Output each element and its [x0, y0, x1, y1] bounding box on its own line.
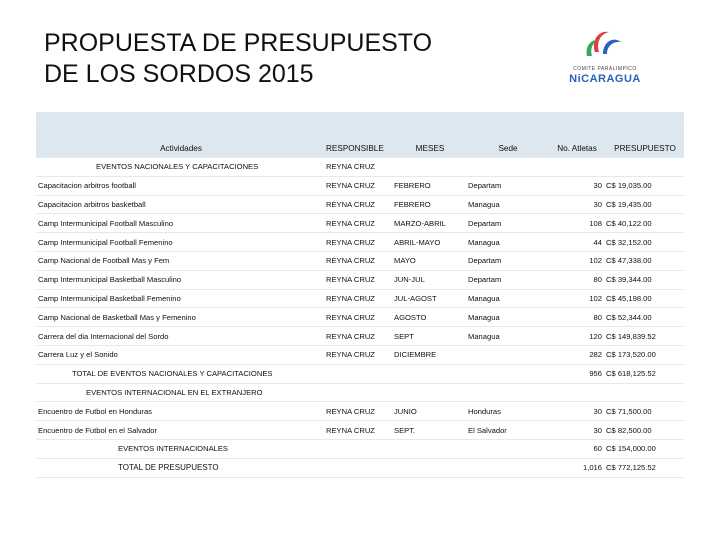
cell-actividad: Camp Intermunicipal Football Femenino [36, 233, 324, 252]
cell-responsible: REYNA CRUZ [324, 214, 392, 233]
cell-mes: SEPT. [392, 421, 466, 440]
cell-sede: Managua [466, 308, 548, 327]
cell-mes: ABRIL-MAYO [392, 233, 466, 252]
cell-atletas: 80 [548, 270, 604, 289]
cell-actividad: Encuentro de Futbol en el Salvador [36, 421, 324, 440]
cell-sede: Managua [466, 327, 548, 346]
title-line-1: PROPUESTA DE PRESUPUESTO [44, 29, 433, 57]
cell-sede: El Salvador [466, 421, 548, 440]
cell-atletas: 80 [548, 308, 604, 327]
cell-actividad: Encuentro de Futbol en Honduras [36, 402, 324, 421]
cell-presupuesto: C$ 47,338.00 [604, 251, 684, 270]
cell-atletas: 108 [548, 214, 604, 233]
table-row [36, 345, 684, 364]
table-row [36, 214, 684, 233]
cell-sede: Departam [466, 214, 548, 233]
total-nacionales-atletas: 956 [548, 364, 604, 383]
cell-atletas: 30 [548, 195, 604, 214]
header-meses: MESES [392, 125, 466, 158]
cell-mes: DICIEMBRE [392, 345, 466, 364]
cell-actividad: Camp Nacional de Football Mas y Fem [36, 251, 324, 270]
cell-sede: Departam [466, 270, 548, 289]
total-intl-label: EVENTOS INTERNACIONALES [36, 439, 324, 458]
cell-mes: FEBRERO [392, 195, 466, 214]
cell-presupuesto: C$ 149,839.52 [604, 327, 684, 346]
cell-responsible: REYNA CRUZ [324, 289, 392, 308]
cell-mes: AGOSTO [392, 308, 466, 327]
cell-actividad: Carrera Luz y el Sonido [36, 345, 324, 364]
header-atletas: No. Atletas [548, 125, 604, 158]
cell-presupuesto: C$ 39,344.00 [604, 270, 684, 289]
cell-responsible: REYNA CRUZ [324, 195, 392, 214]
cell-presupuesto: C$ 40,122.00 [604, 214, 684, 233]
cell-mes: JUNIO [392, 402, 466, 421]
header-sede: Sede [466, 125, 548, 158]
cell-atletas: 102 [548, 251, 604, 270]
table-row [36, 289, 684, 308]
table-row [36, 421, 684, 440]
cell-sede: Managua [466, 195, 548, 214]
cell-responsible: REYNA CRUZ [324, 176, 392, 195]
cell-actividad: Camp Intermunicipal Football Masculino [36, 214, 324, 233]
cell-actividad: Camp Intermunicipal Basketball Femenino [36, 289, 324, 308]
cell-presupuesto: C$ 19,035.00 [604, 176, 684, 195]
table-row [36, 402, 684, 421]
cell-mes: FEBRERO [392, 176, 466, 195]
cell-sede: Honduras [466, 402, 548, 421]
cell-responsible: REYNA CRUZ [324, 270, 392, 289]
cell-actividad: Camp Nacional de Basketball Mas y Femenino [36, 308, 324, 327]
table-header-row [36, 125, 684, 158]
section-nacionales-responsible: REYNA CRUZ [324, 158, 392, 177]
cell-actividad: Carrera del dia Internacional del Sordo [36, 327, 324, 346]
cell-sede: Departam [466, 176, 548, 195]
logo-caption: COMITE PARALIMPICO [573, 66, 637, 72]
title-line-2: DE LOS SORDOS 2015 [44, 60, 314, 88]
cell-mes: MARZO-ABRIL [392, 214, 466, 233]
section-intl-label: EVENTOS INTERNACIONAL EN EL EXTRANJERO [36, 383, 324, 402]
paralympic-logo [565, 22, 645, 94]
table-row [36, 233, 684, 252]
cell-presupuesto: C$ 19,435.00 [604, 195, 684, 214]
total-intl-row [36, 439, 684, 458]
cell-actividad: Capacitacion arbitros basketball [36, 195, 324, 214]
cell-sede: Managua [466, 233, 548, 252]
cell-atletas: 120 [548, 327, 604, 346]
cell-presupuesto: C$ 45,198.00 [604, 289, 684, 308]
cell-actividad: Camp Intermunicipal Basketball Masculino [36, 270, 324, 289]
rows-nacionales [36, 176, 684, 364]
total-nacionales-label: TOTAL DE EVENTOS NACIONALES Y CAPACITACIONES [36, 364, 324, 383]
cell-atletas: 44 [548, 233, 604, 252]
cell-presupuesto: C$ 32,152.00 [604, 233, 684, 252]
total-intl-atletas: 60 [548, 439, 604, 458]
total-general-label: TOTAL DE PRESUPUESTO [36, 458, 324, 477]
cell-responsible: REYNA CRUZ [324, 251, 392, 270]
table-row [36, 308, 684, 327]
rows-internacionales [36, 402, 684, 440]
header-presupuesto: PRESUPUESTO [604, 125, 684, 158]
budget-table [36, 112, 684, 478]
cell-atletas: 282 [548, 345, 604, 364]
header-actividades: Actividades [36, 125, 324, 158]
cell-atletas: 30 [548, 176, 604, 195]
cell-atletas: 30 [548, 421, 604, 440]
cell-responsible: REYNA CRUZ [324, 233, 392, 252]
cell-presupuesto: C$ 82,500.00 [604, 421, 684, 440]
total-general-presupuesto: C$ 772,125.52 [604, 458, 684, 477]
total-general-atletas: 1,016 [548, 458, 604, 477]
cell-sede [466, 345, 548, 364]
cell-responsible: REYNA CRUZ [324, 402, 392, 421]
cell-sede: Departam [466, 251, 548, 270]
cell-mes: SEPT [392, 327, 466, 346]
cell-responsible: REYNA CRUZ [324, 327, 392, 346]
table-row [36, 327, 684, 346]
cell-mes: MAYO [392, 251, 466, 270]
table-band [36, 112, 684, 125]
total-nacionales-presupuesto: C$ 618,125.52 [604, 364, 684, 383]
total-nacionales-row [36, 364, 684, 383]
table-row [36, 195, 684, 214]
cell-actividad: Capacitacion arbitros football [36, 176, 324, 195]
section-intl-row [36, 383, 684, 402]
cell-responsible: REYNA CRUZ [324, 308, 392, 327]
cell-atletas: 30 [548, 402, 604, 421]
total-intl-presupuesto: C$ 154,000.00 [604, 439, 684, 458]
cell-atletas: 102 [548, 289, 604, 308]
cell-responsible: REYNA CRUZ [324, 345, 392, 364]
cell-sede: Managua [466, 289, 548, 308]
total-general-row [36, 458, 684, 477]
cell-presupuesto: C$ 173,520.00 [604, 345, 684, 364]
paralympic-agitos-icon [565, 22, 645, 66]
table-row [36, 251, 684, 270]
cell-mes: JUL-AGOST [392, 289, 466, 308]
logo-wordmark: NiCARAGUA [569, 73, 641, 85]
table-row [36, 270, 684, 289]
cell-responsible: REYNA CRUZ [324, 421, 392, 440]
cell-presupuesto: C$ 71,500.00 [604, 402, 684, 421]
table-row [36, 176, 684, 195]
section-nacionales-row [36, 158, 684, 177]
cell-mes: JUN-JUL [392, 270, 466, 289]
header-responsible: RESPONSIBLE [324, 125, 392, 158]
cell-presupuesto: C$ 52,344.00 [604, 308, 684, 327]
section-nacionales-label: EVENTOS NACIONALES Y CAPACITACIONES [36, 158, 324, 177]
page-title [44, 28, 432, 90]
